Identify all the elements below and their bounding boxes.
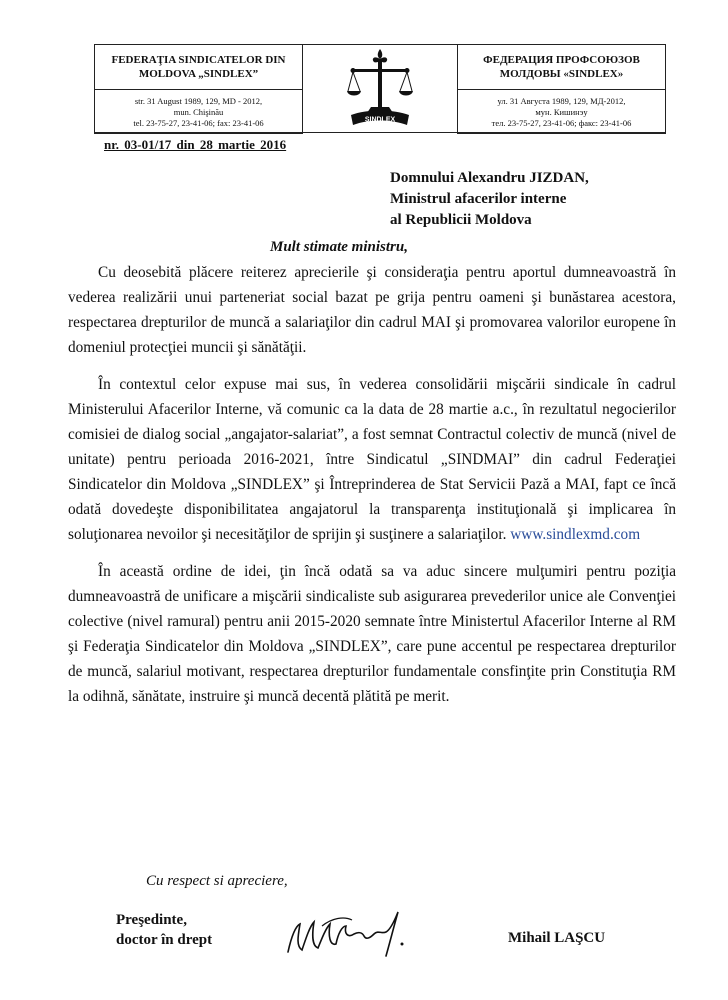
signatory-name: Mihail LAŞCU <box>508 930 606 946</box>
paragraph-text: În contextul celor expuse mai sus, în vederea consolidării mişcării sindicale în cadrul Ministerului Afacerilor Interne, vă comunic ca la data de 28 martie a.c., în rezultatul negocierilor comisiei de dialog social „angajator-salariat”, a fost semnat Contractul colectiv de muncă (nivel de unitate) pentru perioada 2016-2021, între Sindicatul „SINDMAI” din cadrul Federaţiei Sindicatelor din Moldova „SINDLEX” şi Întreprinderea de Stat Servicii Pază a MAI, fapt ce încă odată dovedeşte disponibilitatea angajatorul la transparenţa instituţională şi implicarea în soluţionarea nevoilor şi necesităţilor de sprijin şi susţinere a salariaţilor. <box>68 376 676 543</box>
reference-number: nr. 03-01/17 din 28 martie 2016 <box>104 137 287 152</box>
addressee-line: al Republicii Moldova <box>390 212 532 228</box>
org-name-ru: ФЕДЕРАЦИЯ ПРОФСОЮЗОВ МОЛДОВЫ «SINDLEX» <box>483 54 640 80</box>
signatory-position: Preşedinte, <box>116 912 187 928</box>
paragraph: În această ordine de idei, ţin încă odată sa va aduc sincere mulţumiri pentru poziţia dumneavoastră de unificare a mişcării sindicaliste sub asigurarea prevederilor unice ale Convenţiei colective (nivel ramural) pentru anii 2015-2020 semnate între Ministertul Afacerilor Interne al RM şi Federaţia Sindicatelor din Moldova „SINDLEX”, care pune accentul pe respectarea drepturilor de muncă, salariul motivant, respectarea drepturilor fundamentale consfinţite prin Constituţia RM la odihnă, sănătate, instruire şi muncă decentă plătită pe merit. <box>68 563 676 705</box>
addressee-line: Domnului Alexandru JIZDAN, <box>390 170 589 186</box>
letterhead-left-address-box <box>94 89 303 134</box>
letterhead-right-name-box <box>457 44 666 90</box>
closing-phrase: Cu respect si apreciere, <box>146 873 288 889</box>
addressee-block <box>390 168 589 231</box>
letterhead <box>94 44 666 133</box>
org-address-ro: str. 31 August 1989, 129, MD - 2012, mun. Chişinău tel. 23-75-27, 23-41-06; fax: 23-41-06 <box>133 96 264 128</box>
addressee-line: Ministrul afacerilor interne <box>390 191 567 207</box>
logo-text: SINDLEX <box>364 116 396 124</box>
salutation: Mult stimate ministru, <box>270 239 408 255</box>
handwritten-signature <box>282 904 412 960</box>
paragraph <box>68 372 676 547</box>
letter-body <box>68 260 676 721</box>
org-name-ro: FEDERAŢIA SINDICATELOR DIN MOLDOVA „SINDLEX” <box>111 54 286 80</box>
signatory-title <box>116 910 212 950</box>
letterhead-left-name-box <box>94 44 303 90</box>
paragraph: Cu deosebită plăcere reiterez aprecierile şi consideraţia pentru aportul dumneavoastră în vederea realizării unui parteneriat social bazat pe grija pentru oameni şi bunăstarea acestora, respectarea drepturilor de muncă a salariaţilor din cadrul MAI şi promovarea valorilor europene în domeniul protecţiei muncii şi sănătăţii. <box>68 264 676 356</box>
signatory-degree: doctor în drept <box>116 932 213 948</box>
org-address-ru: ул. 31 Августа 1989, 129, МД-2012, мун. Кишинэу тел. 23-75-27, 23-41-06; факс: 23-41-06 <box>491 96 632 128</box>
letterhead-right-address-box <box>457 89 666 134</box>
scales-of-justice-logo <box>347 45 413 133</box>
website-link[interactable]: www.sindlexmd.com <box>510 526 641 543</box>
